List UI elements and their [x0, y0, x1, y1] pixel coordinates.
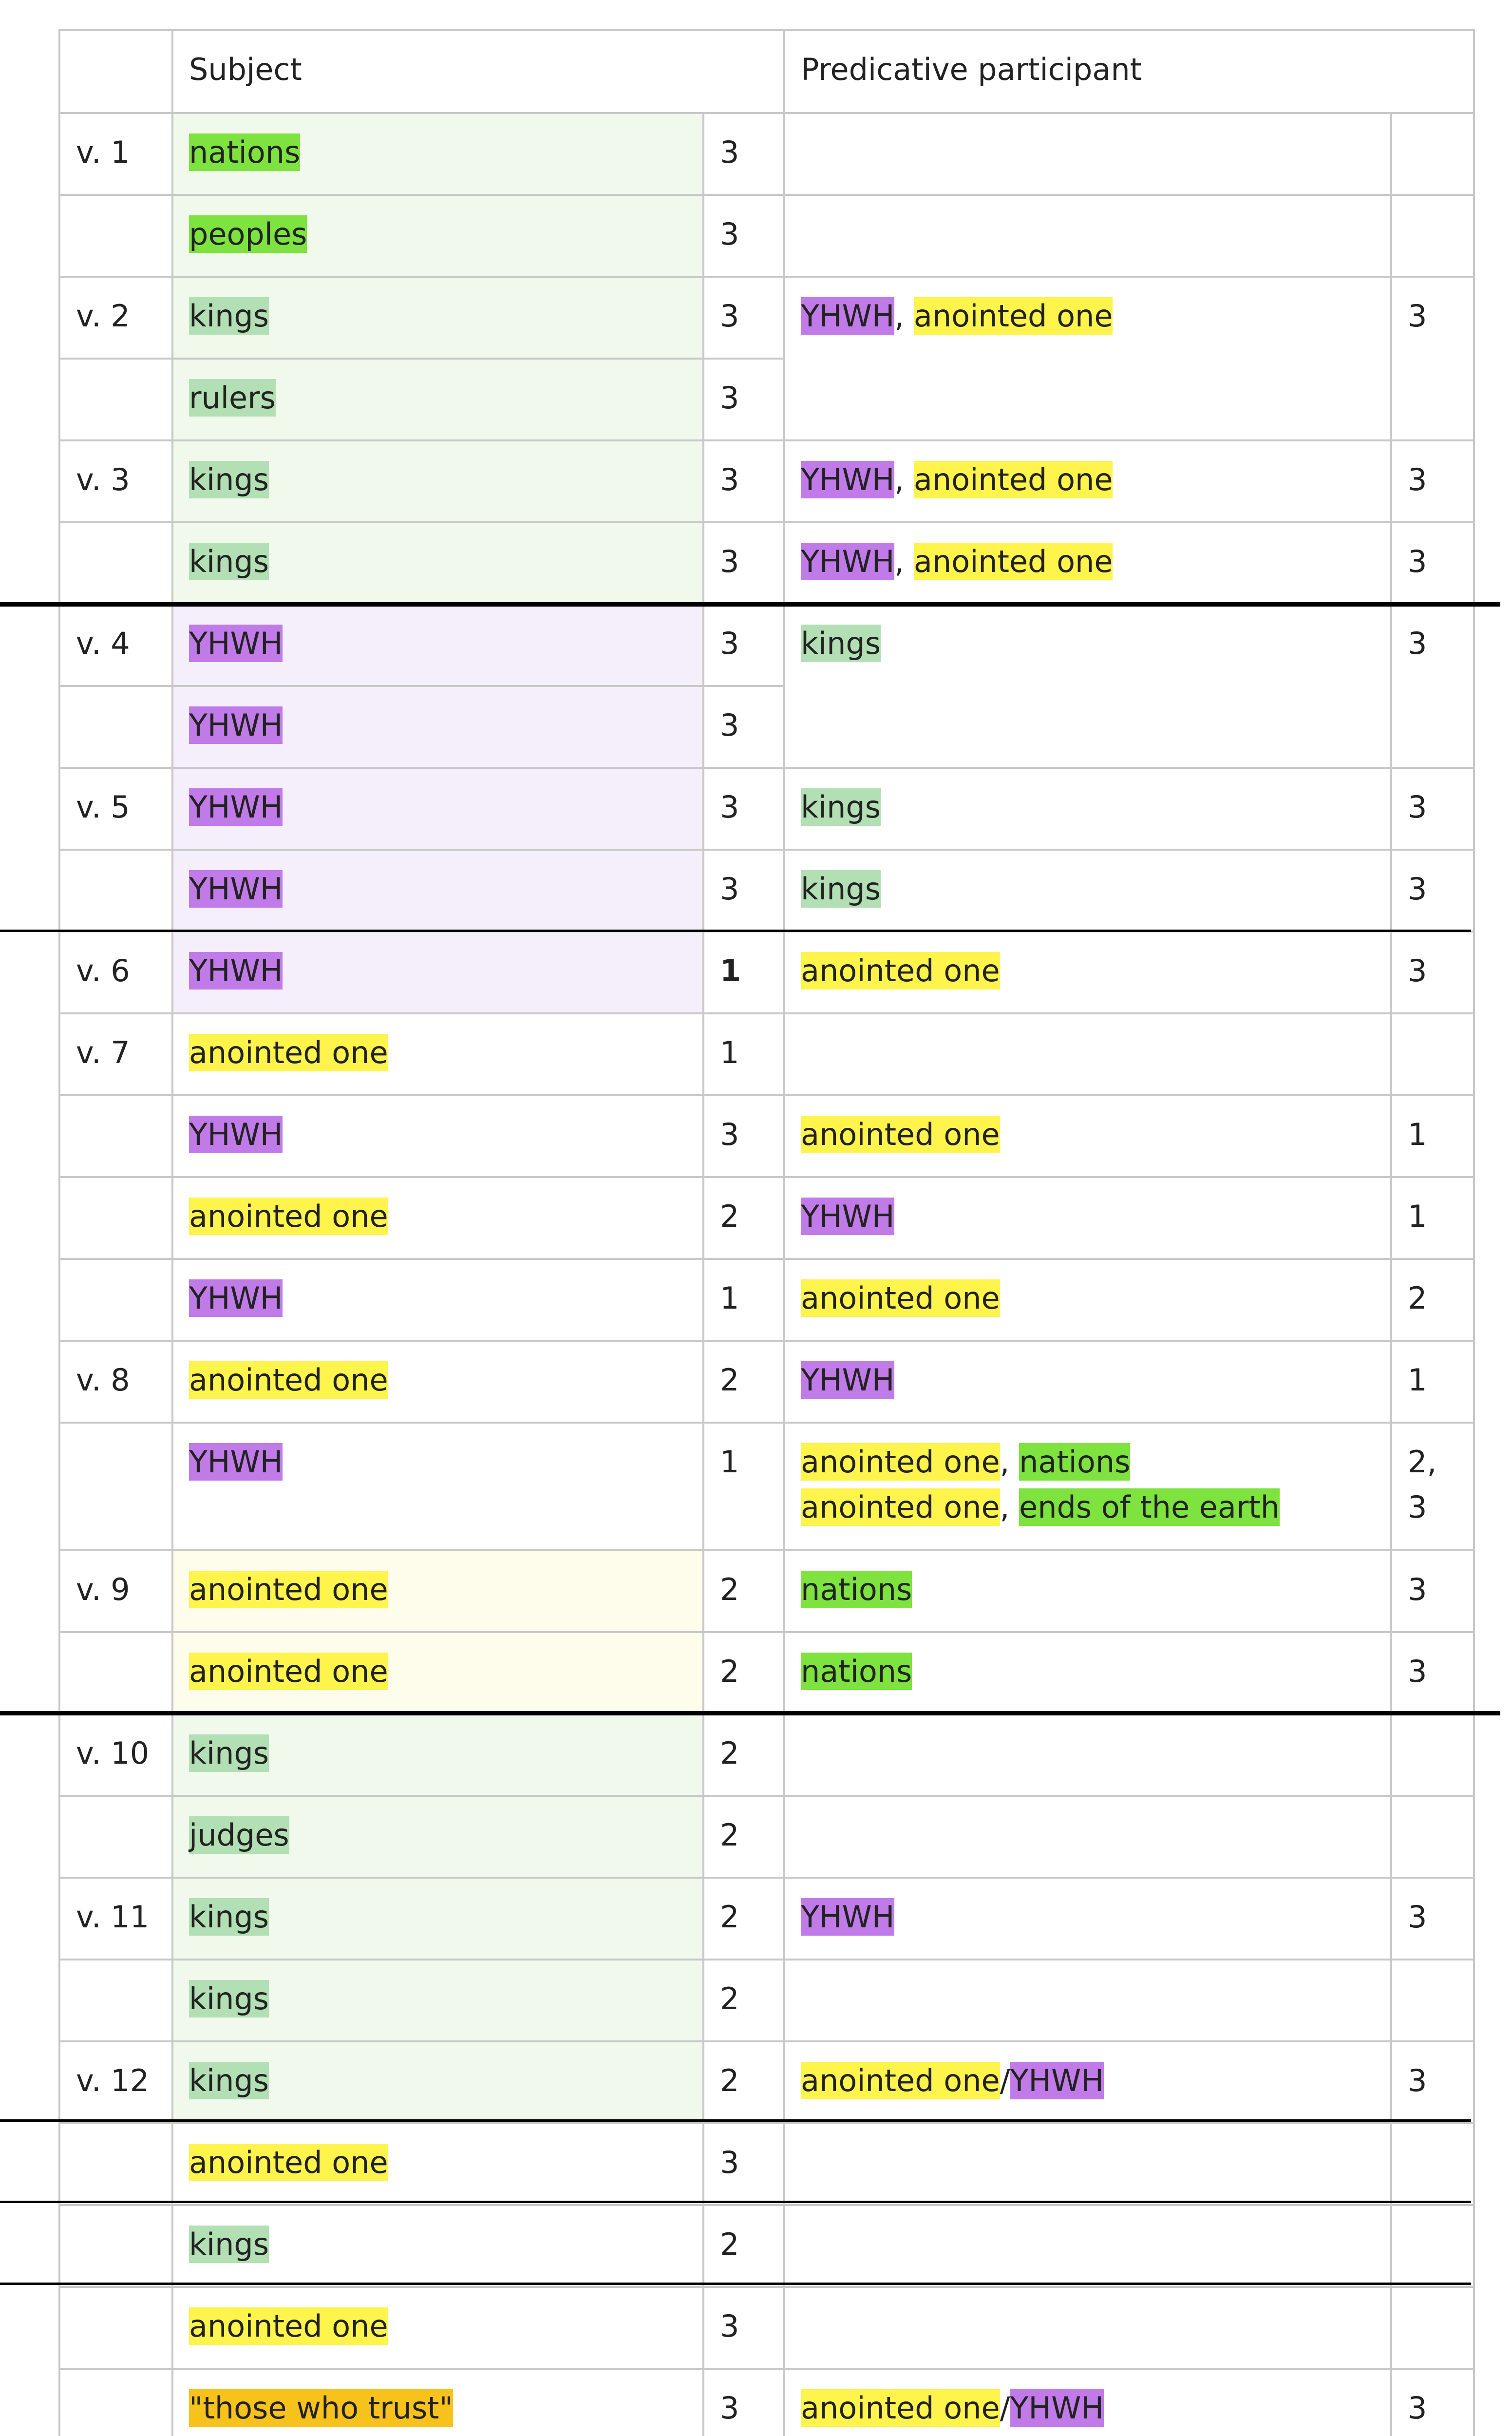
predicative-cell [784, 2369, 1391, 2436]
kings-tag: kings [189, 2063, 269, 2098]
subject-cell [172, 1796, 703, 1878]
participant-table [58, 29, 1475, 2436]
table-row [59, 1259, 1474, 1341]
subject-person-cell: 3 [703, 277, 784, 359]
predicative-cell [784, 2287, 1391, 2369]
anointed-tag: anointed one [801, 2063, 1000, 2098]
anointed-tag: anointed one [801, 1489, 1000, 1525]
subject-person-cell: 2 [703, 1960, 784, 2041]
subject-cell [172, 1259, 703, 1341]
verse-cell: v. 8 [59, 1341, 172, 1423]
anointed-tag: anointed one [189, 1572, 388, 1607]
table-row [59, 2123, 1474, 2205]
subject-cell [172, 1550, 703, 1632]
verse-cell [59, 686, 172, 768]
predicative-person-cell: 1 [1391, 1177, 1474, 1259]
nations-tag: peoples [189, 216, 307, 252]
table-row [59, 1013, 1474, 1095]
table-row [59, 2287, 1474, 2369]
header-row [59, 30, 1474, 113]
subject-cell [172, 2287, 703, 2369]
predicative-cell [784, 522, 1391, 604]
subject-cell [172, 277, 703, 359]
subject-cell [172, 1341, 703, 1423]
yhwh-tag: YHWH [1010, 2063, 1104, 2098]
predicative-person-cell: 1 [1391, 1095, 1474, 1177]
predicative-cell [784, 604, 1391, 768]
table-row [59, 1177, 1474, 1259]
table-row [59, 604, 1474, 686]
predicative-person-cell: 3 [1391, 277, 1474, 440]
table-row [59, 1878, 1474, 1960]
predicative-cell [784, 1341, 1391, 1423]
subject-cell [172, 1714, 703, 1796]
predicative-cell [784, 1960, 1391, 2041]
kings-tag: kings [189, 1735, 269, 1771]
table-row [59, 2041, 1474, 2123]
verse-cell [59, 1259, 172, 1341]
predicative-person-cell: 2, 3 [1391, 1423, 1474, 1550]
table-row [59, 1095, 1474, 1177]
predicative-person-cell [1391, 1796, 1474, 1878]
predicative-cell [784, 277, 1391, 440]
section-divider-3 [0, 1711, 1500, 1715]
anointed-tag: anointed one [801, 1117, 1000, 1152]
anointed-tag: anointed one [801, 2390, 1000, 2426]
verse-cell [59, 2205, 172, 2287]
verse-cell [59, 1632, 172, 1714]
subject-cell [172, 440, 703, 522]
nations-tag: nations [801, 1572, 912, 1607]
subject-person-cell: 1 [703, 1013, 784, 1095]
table-row [59, 2369, 1474, 2436]
subject-cell [172, 2041, 703, 2123]
nations-tag: ends of the earth [1019, 1489, 1280, 1525]
yhwh-tag: YHWH [1010, 2390, 1104, 2426]
predicative-cell [784, 113, 1391, 195]
table-row [59, 195, 1474, 277]
yhwh-tag: YHWH [189, 953, 283, 989]
subject-person-cell: 2 [703, 2205, 784, 2287]
table-row [59, 768, 1474, 850]
subject-cell [172, 113, 703, 195]
yhwh-tag: YHWH [801, 1362, 895, 1398]
header-verse-cell [59, 30, 172, 113]
predicative-person-cell: 3 [1391, 604, 1474, 768]
kings-tag: kings [801, 626, 881, 661]
verse-cell: v. 3 [59, 440, 172, 522]
subject-person-cell: 2 [703, 1632, 784, 1714]
yhwh-tag: YHWH [801, 298, 895, 334]
subject-person-cell: 3 [703, 604, 784, 686]
yhwh-tag: YHWH [189, 1444, 283, 1480]
subject-person-cell: 3 [703, 1095, 784, 1177]
yhwh-tag: YHWH [801, 1899, 895, 1935]
predicative-person-cell: 3 [1391, 2041, 1474, 2123]
subject-cell [172, 604, 703, 686]
header-predicative: Predicative participant [784, 30, 1474, 113]
subject-person-cell: 2 [703, 2041, 784, 2123]
table-row [59, 522, 1474, 604]
predicative-person-cell [1391, 2123, 1474, 2205]
yhwh-tag: YHWH [189, 871, 283, 907]
kings-tag: kings [189, 298, 269, 334]
table-row [59, 440, 1474, 522]
predicative-cell [784, 2205, 1391, 2287]
predicative-person-cell: 3 [1391, 2369, 1474, 2436]
predicative-person-cell: 2 [1391, 1259, 1474, 1341]
subject-cell [172, 1013, 703, 1095]
anointed-tag: anointed one [189, 1654, 388, 1689]
section-divider-2 [0, 930, 1471, 932]
predicative-person-cell: 3 [1391, 932, 1474, 1013]
predicative-person-cell [1391, 195, 1474, 277]
anointed-tag: anointed one [913, 298, 1113, 334]
table-row [59, 1960, 1474, 2041]
yhwh-tag: YHWH [189, 1280, 283, 1316]
table-row [59, 2205, 1474, 2287]
yhwh-tag: YHWH [189, 789, 283, 825]
subject-person-cell: 2 [703, 1177, 784, 1259]
yhwh-tag: YHWH [801, 1199, 895, 1234]
kings-tag: kings [189, 1981, 269, 2017]
subject-cell [172, 850, 703, 932]
table-row [59, 1550, 1474, 1632]
predicative-cell [784, 1796, 1391, 1878]
anointed-tag: anointed one [189, 2308, 388, 2344]
subject-person-cell: 2 [703, 1714, 784, 1796]
yhwh-tag: YHWH [189, 1117, 283, 1152]
predicative-person-cell [1391, 2205, 1474, 2287]
predicative-person-cell [1391, 2287, 1474, 2369]
verse-cell [59, 2287, 172, 2369]
verse-cell: v. 1 [59, 113, 172, 195]
predicative-person-cell: 3 [1391, 768, 1474, 850]
yhwh-tag: YHWH [189, 707, 283, 743]
subject-cell [172, 2205, 703, 2287]
subject-person-cell: 2 [703, 1878, 784, 1960]
predicative-person-cell [1391, 1960, 1474, 2041]
predicative-person-cell: 1 [1391, 1341, 1474, 1423]
subject-cell [172, 1878, 703, 1960]
anointed-tag: anointed one [913, 462, 1113, 497]
anointed-tag: anointed one [801, 953, 1000, 989]
anointed-tag: anointed one [189, 1199, 388, 1234]
subject-cell [172, 522, 703, 604]
subject-cell [172, 932, 703, 1013]
nations-tag: nations [801, 1654, 912, 1689]
predicative-person-cell: 3 [1391, 1632, 1474, 1714]
separator: , [894, 298, 914, 334]
subject-person-cell: 3 [703, 2123, 784, 2205]
subject-person-cell: 3 [703, 195, 784, 277]
kings-tag: kings [801, 789, 881, 825]
section-divider-4 [0, 2119, 1471, 2122]
table-row [59, 1714, 1474, 1796]
separator: , [894, 544, 914, 579]
separator: , [1000, 1489, 1020, 1525]
predicative-cell [784, 768, 1391, 850]
kings-tag: kings [189, 462, 269, 497]
subject-person-cell: 3 [703, 113, 784, 195]
verse-cell [59, 1796, 172, 1878]
subject-person-cell: 3 [703, 850, 784, 932]
verse-cell: v. 6 [59, 932, 172, 1013]
verse-cell: v. 12 [59, 2041, 172, 2123]
verse-cell: v. 11 [59, 1878, 172, 1960]
yhwh-tag: YHWH [801, 544, 895, 579]
anointed-tag: anointed one [189, 1362, 388, 1398]
verse-cell: v. 9 [59, 1550, 172, 1632]
predicative-cell [784, 1423, 1391, 1550]
yhwh-tag: YHWH [189, 626, 283, 661]
predicative-person-cell [1391, 113, 1474, 195]
verse-cell [59, 2369, 172, 2436]
subject-cell [172, 2369, 703, 2436]
verse-cell [59, 850, 172, 932]
predicative-cell [784, 440, 1391, 522]
verse-cell [59, 195, 172, 277]
subject-cell [172, 1960, 703, 2041]
subject-cell [172, 2123, 703, 2205]
subject-person-cell: 1 [703, 1259, 784, 1341]
anointed-tag: anointed one [913, 544, 1113, 579]
section-divider-1 [0, 602, 1500, 607]
subject-person-cell: 3 [703, 440, 784, 522]
subject-cell [172, 686, 703, 768]
kings-tag: kings [189, 544, 269, 579]
header-subject: Subject [172, 30, 784, 113]
anointed-tag: anointed one [189, 2145, 388, 2180]
predicative-person-cell [1391, 1013, 1474, 1095]
subject-person-cell: 3 [703, 522, 784, 604]
predicative-cell [784, 1259, 1391, 1341]
verse-cell: v. 2 [59, 277, 172, 359]
table-row [59, 932, 1474, 1013]
verse-cell [59, 1960, 172, 2041]
anointed-tag: anointed one [801, 1444, 1000, 1480]
predicative-cell [784, 1714, 1391, 1796]
predicative-cell [784, 1878, 1391, 1960]
subject-person-cell: 3 [703, 359, 784, 440]
table-row [59, 277, 1474, 359]
predicative-person-cell: 3 [1391, 522, 1474, 604]
kings-tag: judges [189, 1817, 289, 1853]
table-row [59, 1341, 1474, 1423]
section-divider-6 [0, 2283, 1471, 2285]
kings-tag: kings [189, 1899, 269, 1935]
anointed-tag: anointed one [189, 1035, 388, 1070]
anointed-tag: anointed one [801, 1280, 1000, 1316]
predicative-person-cell: 3 [1391, 850, 1474, 932]
kings-tag: kings [801, 871, 881, 907]
table-row [59, 1423, 1474, 1550]
subject-cell [172, 195, 703, 277]
table-row [59, 850, 1474, 932]
subject-person-cell: 2 [703, 1796, 784, 1878]
verse-cell [59, 2123, 172, 2205]
subject-cell [172, 359, 703, 440]
predicative-cell [784, 1177, 1391, 1259]
verse-cell: v. 10 [59, 1714, 172, 1796]
yhwh-tag: YHWH [801, 462, 895, 497]
verse-cell: v. 4 [59, 604, 172, 686]
table-row [59, 1796, 1474, 1878]
subject-person-cell: 2 [703, 1341, 784, 1423]
predicative-cell [784, 1013, 1391, 1095]
verse-cell [59, 1177, 172, 1259]
subject-person-cell: 1 [703, 932, 784, 1013]
subject-person-cell: 3 [703, 2287, 784, 2369]
nations-tag: nations [189, 134, 301, 170]
predicative-cell [784, 1550, 1391, 1632]
subject-person-cell: 3 [703, 768, 784, 850]
kings-tag: kings [189, 2227, 269, 2262]
subject-cell [172, 1632, 703, 1714]
subject-person-cell: 1 [703, 1423, 784, 1550]
predicative-cell [784, 932, 1391, 1013]
predicative-cell [784, 1632, 1391, 1714]
subject-person-cell: 2 [703, 1550, 784, 1632]
predicative-cell [784, 850, 1391, 932]
verse-cell [59, 359, 172, 440]
kings-tag: rulers [189, 380, 276, 416]
verse-cell: v. 7 [59, 1013, 172, 1095]
verse-cell [59, 1423, 172, 1550]
verse-cell [59, 1095, 172, 1177]
predicative-cell [784, 1095, 1391, 1177]
subject-cell [172, 768, 703, 850]
subject-person-cell: 3 [703, 686, 784, 768]
predicative-person-cell: 3 [1391, 1878, 1474, 1960]
separator: / [1000, 2390, 1010, 2426]
subject-person-cell: 3 [703, 2369, 784, 2436]
subject-cell [172, 1095, 703, 1177]
table-row [59, 113, 1474, 195]
predicative-person-cell [1391, 1714, 1474, 1796]
predicative-cell [784, 2041, 1391, 2123]
predicative-cell [784, 2123, 1391, 2205]
predicative-cell [784, 195, 1391, 277]
separator: / [1000, 2063, 1010, 2098]
section-divider-5 [0, 2201, 1471, 2203]
predicative-person-cell: 3 [1391, 1550, 1474, 1632]
trust-tag: "those who trust" [189, 2390, 454, 2426]
subject-cell [172, 1177, 703, 1259]
nations-tag: nations [1019, 1444, 1131, 1480]
separator: , [1000, 1444, 1020, 1480]
verse-cell [59, 522, 172, 604]
verse-cell: v. 5 [59, 768, 172, 850]
predicative-person-cell: 3 [1391, 440, 1474, 522]
subject-cell [172, 1423, 703, 1550]
separator: , [894, 462, 914, 497]
table-row [59, 1632, 1474, 1714]
